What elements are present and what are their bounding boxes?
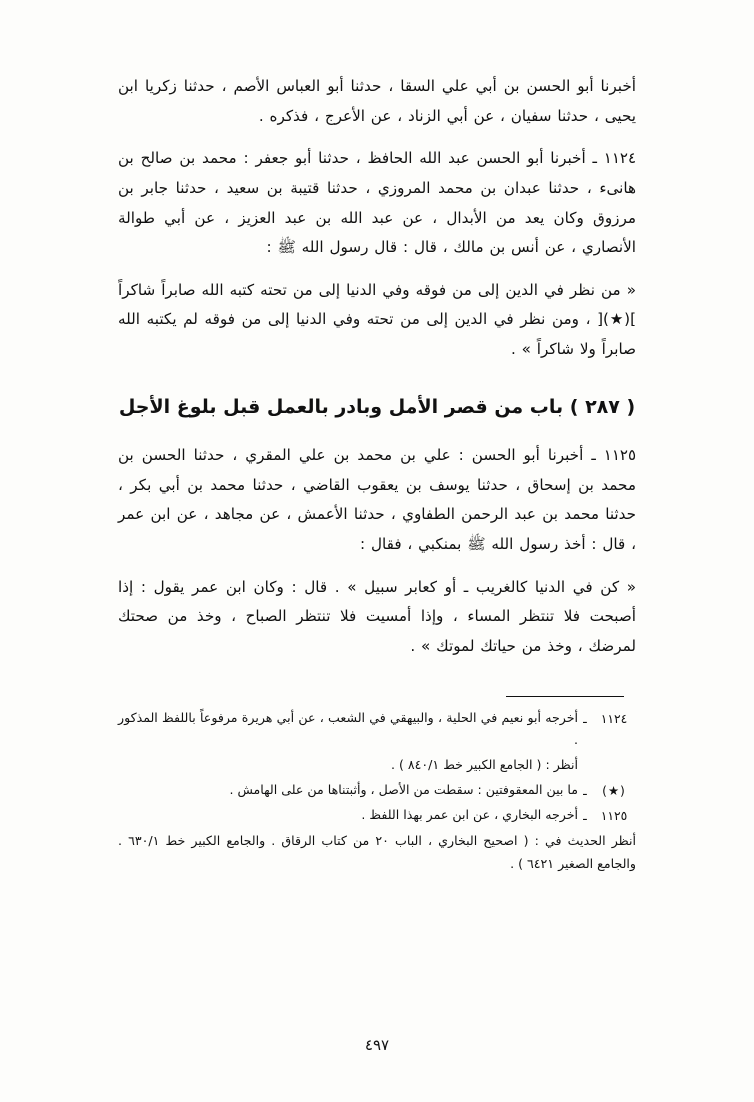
paragraph-isnad-continuation: أخبرنا أبو الحسن بن أبي علي السقا ، حدثنا أبو العباس الأصم ، حدثنا زكريا ابن يحيى ، حدثنا سفيان ، عن أبي الزناد ، عن الأعرج ، فذكره .	[118, 77, 636, 125]
footnote-item	[118, 779, 636, 803]
footnote-marker: ١١٢٤	[600, 710, 628, 726]
dash-separator: ـ	[591, 446, 596, 465]
footnote-dash: ـ	[583, 782, 587, 798]
footnote-dash: ـ	[583, 808, 587, 824]
footnote-item	[118, 804, 636, 828]
footnote-continuation: أنظر : ( الجامع الكبير خط ٨٤٠/١ ) .	[390, 756, 578, 772]
footnote-item	[118, 707, 636, 752]
footnote-divider	[506, 696, 624, 697]
paragraph-hadith-1124	[118, 144, 636, 263]
footnote-marker: ١١٢٥	[600, 808, 628, 824]
paragraph-1125-text: أخبرنا أبو الحسن : علي بن محمد بن علي المقري ، حدثنا الحسن بن محمد بن إسحاق ، حدثنا يوسف بن يعقوب القاضي ، حدثنا محمد بن أبي بكر ، حدثنا محمد بن عبد الرحمن الطفاوي ، حدثنا الأعمش ، عن مجاهد ، عن ابن عمر ، قال : أخذ رسول الله ﷺ بمنكبي ، فقال :	[118, 446, 636, 553]
footnote-continuation: أنظر الحديث في : ( اصحيح البخاري ، الباب ٢٠ من كتاب الرقاق . والجامع الكبير خط ٦٣٠/١ . والجامع الصغير ٦٤٢١ ) .	[118, 833, 636, 872]
hadith-number-1125: ١١٢٥	[603, 446, 637, 465]
dash-separator: ـ	[592, 149, 597, 168]
paragraph-hadith-1125	[118, 441, 636, 560]
footnote-marker-asterisk: (★)	[602, 782, 626, 798]
page-content	[118, 72, 636, 1062]
page-number: ٤٩٧	[364, 1036, 390, 1054]
footnote-dash: ـ	[583, 710, 587, 726]
paragraph-1124-text: أخبرنا أبو الحسن عبد الله الحافظ ، حدثنا أبو جعفر : محمد بن صالح بن هانىء ، حدثنا عبدان بن محمد المروزي ، حدثنا قتيبة بن سعيد ، حدثنا جابر بن مرزوق وكان يعد من الأبدال ، عن عبد الله بن عبد العزيز ، عن أبي طوالة الأنصاري ، عن أنس بن مالك ، قال : قال رسول الله ﷺ :	[118, 149, 636, 257]
hadith-number-1124: ١١٢٤	[603, 149, 637, 168]
footnote-text: أخرجه أبو نعيم في الحلية ، والبيهقي في الشعب ، عن أبي هريرة مرفوعاً باللفظ المذكور .	[118, 709, 578, 748]
hadith-text-1124: « من نظر في الدين إلى من فوقه وفي الدنيا إلى من تحته كتبه الله صابراً شاكراً ](★)[ ، ومن نظر في الدين إلى من تحته وفي الدنيا إلى من فوقه لم يكتبه الله صابراً ولا شاكراً » .	[118, 280, 636, 359]
hadith-text-1125: « كن في الدنيا كالغريب ـ أو كعابر سبيل » . قال : وكان ابن عمر يقول : إذا أصبحت فلا تنتظر المساء ، وإذا أمسيت فلا تنتظر الصباح ، وخذ من صحتك لمرضك ، وخذ من حياتك لموتك » .	[118, 577, 636, 655]
footnotes-section	[118, 707, 636, 876]
footnote-text: ما بين المعقوفتين : سقطت من الأصل ، وأثبتناها من على الهامش .	[229, 781, 578, 797]
footnote-text: أخرجه البخاري ، عن ابن عمر بهذا اللفظ .	[361, 807, 578, 823]
chapter-heading-287: ( ٢٨٧ ) باب من قصر الأمل وبادر بالعمل قبل بلوغ الأجل	[118, 395, 636, 418]
